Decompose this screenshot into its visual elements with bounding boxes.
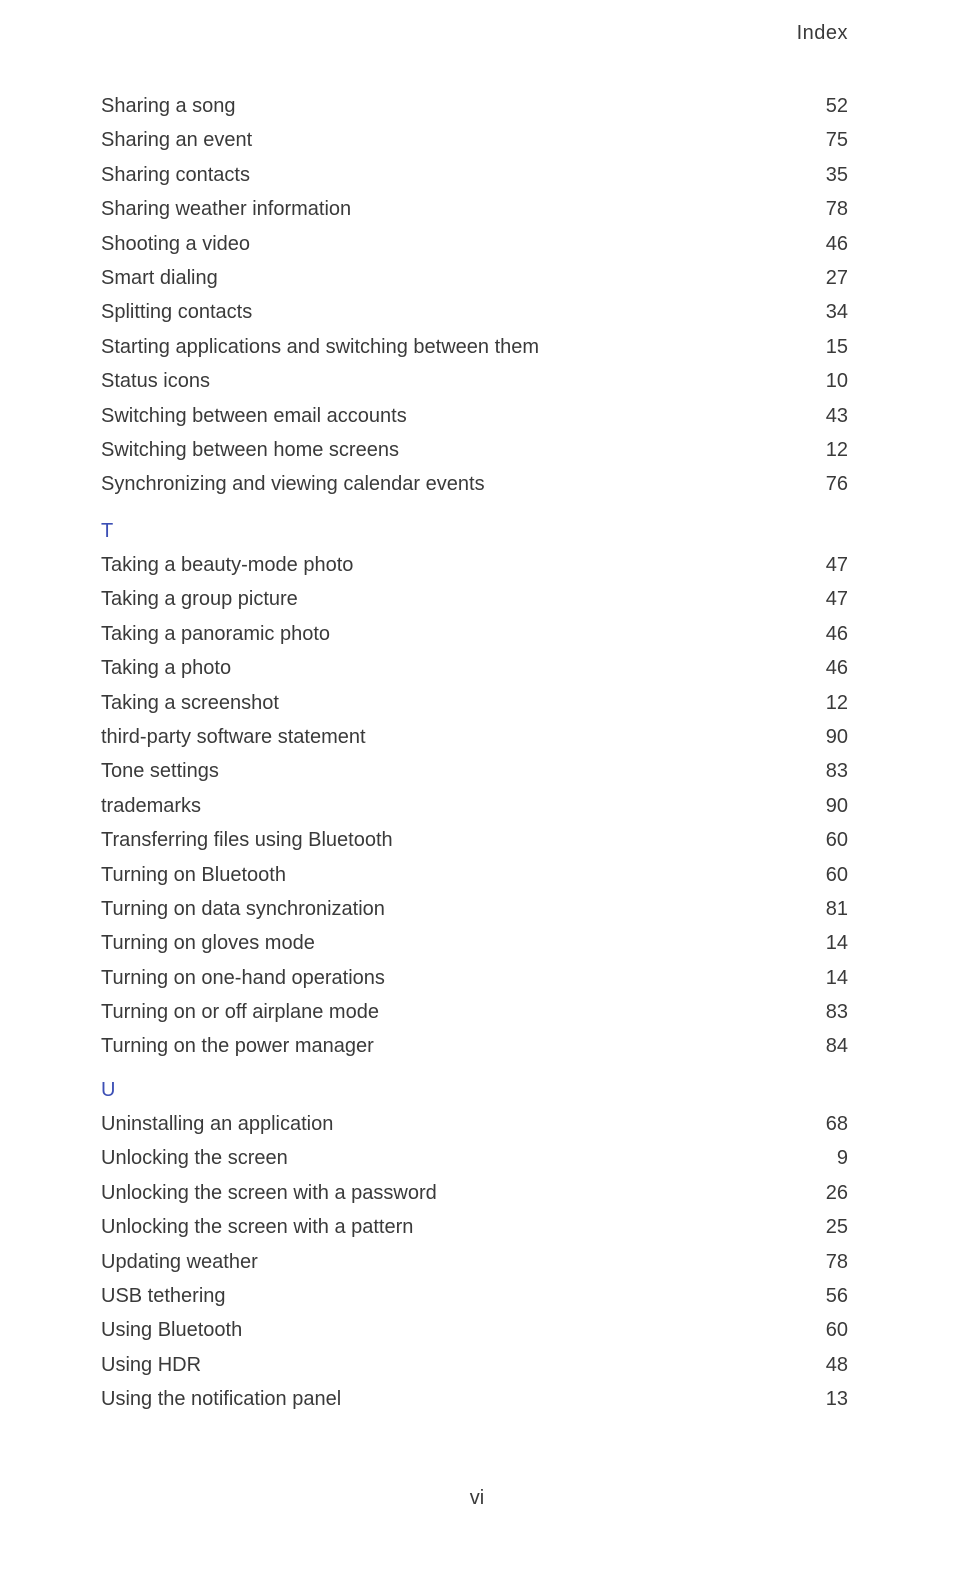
index-section-u bbox=[101, 1074, 848, 1417]
index-entry-page: 68 bbox=[825, 1113, 848, 1135]
index-entry-page: 84 bbox=[825, 1035, 848, 1058]
index-entry bbox=[101, 686, 848, 720]
index-entry-label: Turning on or off airplane mode bbox=[101, 1001, 379, 1024]
index-entry-page: 75 bbox=[825, 129, 848, 152]
index-entry-label: Turning on the power manager bbox=[101, 1035, 374, 1058]
index-entry-page: 48 bbox=[825, 1353, 848, 1376]
index-entry-page: 60 bbox=[825, 1319, 848, 1342]
index-entry-page: 14 bbox=[825, 966, 848, 989]
index-entry bbox=[101, 651, 848, 685]
index-entry-label: Unlocking the screen with a pattern bbox=[101, 1216, 414, 1239]
index-entry-page: 25 bbox=[825, 1216, 848, 1239]
index-entry-page: 14 bbox=[825, 932, 848, 955]
index-entry-page: 10 bbox=[825, 370, 848, 393]
index-entry-page: 9 bbox=[836, 1147, 848, 1170]
index-entry-page: 15 bbox=[825, 335, 848, 358]
index-entry-page: 26 bbox=[825, 1181, 848, 1204]
index-entry-page: 46 bbox=[825, 657, 848, 680]
index-entry-page: 12 bbox=[825, 438, 848, 461]
index-entry-label: Switching between home screens bbox=[101, 438, 399, 461]
index-entry-page: 47 bbox=[825, 588, 848, 611]
index-entry bbox=[101, 1176, 848, 1210]
section-letter-heading: T bbox=[101, 520, 114, 542]
index-entry bbox=[101, 158, 848, 192]
index-entry bbox=[101, 364, 848, 398]
index-entry-label: Unlocking the screen bbox=[101, 1147, 288, 1170]
index-entry-page: 46 bbox=[825, 622, 848, 645]
index-entry-label: Using the notification panel bbox=[101, 1388, 342, 1411]
index-entry-label: Taking a panoramic photo bbox=[101, 622, 331, 645]
index-entry bbox=[101, 720, 848, 754]
index-entry bbox=[101, 192, 848, 226]
index-entry bbox=[101, 89, 848, 123]
index-entry-label: Starting applications and switching between them bbox=[101, 335, 540, 358]
index-entry-label: Tone settings bbox=[101, 760, 219, 783]
page-header-title: Index bbox=[796, 22, 848, 44]
index-entry-label: Unlocking the screen with a password bbox=[101, 1181, 437, 1204]
section-letter-heading: U bbox=[101, 1079, 116, 1101]
index-entry-label: Splitting contacts bbox=[101, 301, 253, 324]
index-entry-page: 83 bbox=[825, 760, 848, 783]
index-entry bbox=[101, 1348, 848, 1382]
index-entry bbox=[101, 548, 848, 582]
index-entry-page: 83 bbox=[825, 1001, 848, 1024]
index-entry bbox=[101, 227, 848, 261]
index-entry-label: Uninstalling an application bbox=[101, 1113, 334, 1135]
index-entry bbox=[101, 1141, 848, 1175]
index-entry-label: Turning on gloves mode bbox=[101, 932, 315, 955]
index-entry-page: 56 bbox=[825, 1284, 848, 1307]
index-entry-page: 27 bbox=[825, 266, 848, 289]
index-entry bbox=[101, 467, 848, 501]
index-entry-label: Transferring files using Bluetooth bbox=[101, 829, 393, 852]
index-entry-page: 60 bbox=[825, 829, 848, 852]
index-entry-label: USB tethering bbox=[101, 1284, 226, 1307]
index-entry-label: Updating weather bbox=[101, 1250, 258, 1273]
index-entry bbox=[101, 330, 848, 364]
index-entry-label: Sharing contacts bbox=[101, 163, 250, 186]
index-entry-label: Sharing weather information bbox=[101, 198, 352, 221]
index-entry-page: 90 bbox=[825, 725, 848, 748]
index-entry-page: 12 bbox=[825, 691, 848, 714]
index-entry bbox=[101, 1313, 848, 1347]
index-entry bbox=[101, 858, 848, 892]
index-entry-label: Taking a screenshot bbox=[101, 691, 279, 714]
index-entry-page: 35 bbox=[825, 163, 848, 186]
index-entry bbox=[101, 295, 848, 329]
index-entry bbox=[101, 617, 848, 651]
index-entry-label: trademarks bbox=[101, 794, 202, 817]
index-entry-page: 43 bbox=[825, 404, 848, 427]
index-entry-page: 78 bbox=[825, 1250, 848, 1273]
index-entry-label: Turning on one-hand operations bbox=[101, 966, 385, 989]
index-section-s bbox=[101, 89, 848, 502]
index-entry bbox=[101, 926, 848, 960]
index-entry-label: Turning on data synchronization bbox=[101, 897, 385, 920]
index-entry bbox=[101, 123, 848, 157]
index-entry-label: Taking a group picture bbox=[101, 588, 298, 611]
index-entry-label: Smart dialing bbox=[101, 266, 218, 289]
index-entry bbox=[101, 1279, 848, 1313]
index-entry bbox=[101, 1382, 848, 1416]
index-entry-label: Using Bluetooth bbox=[101, 1319, 243, 1342]
index-entry-page: 34 bbox=[825, 301, 848, 324]
index-entry-page: 76 bbox=[825, 473, 848, 496]
index-entry bbox=[101, 399, 848, 433]
index-entry-page: 13 bbox=[825, 1388, 848, 1411]
index-entry-label: Taking a photo bbox=[101, 657, 232, 680]
index-entry-page: 47 bbox=[825, 554, 848, 576]
index-entry-label: Switching between email accounts bbox=[101, 404, 407, 427]
index-entry bbox=[101, 1245, 848, 1279]
index-entry bbox=[101, 961, 848, 995]
index-section-t bbox=[101, 515, 848, 1064]
index-entry-page: 90 bbox=[825, 794, 848, 817]
index-entry-label: Sharing an event bbox=[101, 129, 253, 152]
page-number: vi bbox=[469, 1487, 485, 1509]
index-entry-label: Shooting a video bbox=[101, 232, 251, 255]
index-entry bbox=[101, 789, 848, 823]
index-entry-label: Status icons bbox=[101, 370, 210, 393]
index-entry bbox=[101, 823, 848, 857]
index-entry bbox=[101, 1029, 848, 1063]
index-entry-label: Taking a beauty-mode photo bbox=[101, 554, 354, 576]
index-entry-page: 81 bbox=[825, 897, 848, 920]
index-entry-page: 52 bbox=[825, 95, 848, 117]
index-entry bbox=[101, 1210, 848, 1244]
index-entry bbox=[101, 754, 848, 788]
index-entry-page: 46 bbox=[825, 232, 848, 255]
index-entry-label: Synchronizing and viewing calendar events bbox=[101, 473, 485, 496]
index-entry-label: Turning on Bluetooth bbox=[101, 863, 286, 886]
index-entry bbox=[101, 433, 848, 467]
index-entry bbox=[101, 892, 848, 926]
index-entry bbox=[101, 995, 848, 1029]
index-entry-label: Using HDR bbox=[101, 1353, 202, 1376]
index-entry-page: 78 bbox=[825, 198, 848, 221]
index-entry-label: third-party software statement bbox=[101, 725, 366, 748]
index-entry bbox=[101, 582, 848, 616]
index-entry bbox=[101, 261, 848, 295]
index-entry-page: 60 bbox=[825, 863, 848, 886]
index-entry-label: Sharing a song bbox=[101, 95, 236, 117]
index-entry bbox=[101, 1107, 848, 1141]
